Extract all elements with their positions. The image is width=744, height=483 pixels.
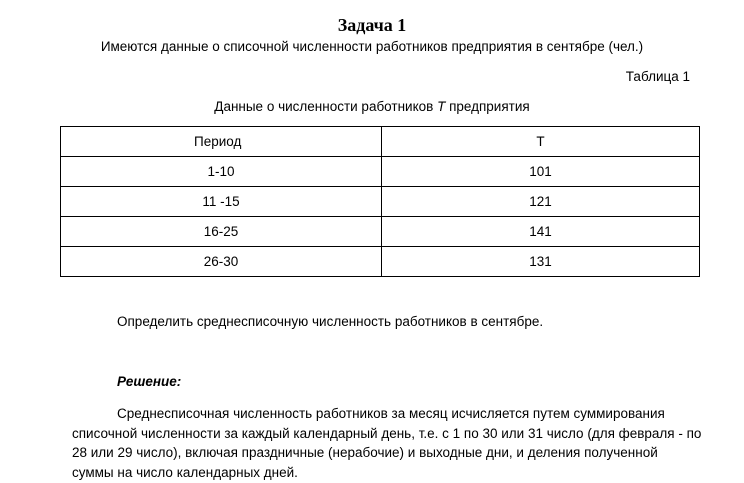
cell-value: 131 bbox=[382, 247, 700, 277]
workers-table bbox=[60, 126, 700, 277]
table-row bbox=[61, 217, 700, 247]
table-caption-variable: T bbox=[437, 99, 446, 114]
table-row bbox=[61, 247, 700, 277]
cell-value: 101 bbox=[382, 157, 700, 187]
header-t: T bbox=[382, 127, 700, 157]
cell-period: 1-10 bbox=[61, 157, 382, 187]
cell-value: 121 bbox=[382, 187, 700, 217]
table-row bbox=[61, 187, 700, 217]
cell-period: 26-30 bbox=[61, 247, 382, 277]
task-statement: Определить среднесписочную численность работников в сентябре. bbox=[117, 314, 544, 329]
table-caption-prefix: Данные о численности работников bbox=[214, 99, 438, 114]
cell-period: 16-25 bbox=[61, 217, 382, 247]
intro-text: Имеются данные о списочной численности работников предприятия в сентябре (чел.) bbox=[100, 39, 644, 54]
table-caption bbox=[0, 99, 744, 114]
table-header-row bbox=[61, 127, 700, 157]
cell-period: 11 -15 bbox=[61, 187, 382, 217]
solution-paragraph: Среднесписочная численность работников за месяц исчисляется путем суммирования списочной численности за каждый календарный день, т.е. с 1 по 30 или 31 число (для февраля - по 28 или 29 число), включая праздничные (нерабочие) и выходные дни, и деления полученной суммы на число календарных дней. bbox=[72, 406, 702, 480]
table-row bbox=[61, 157, 700, 187]
table-number: Таблица 1 bbox=[625, 69, 690, 84]
table-caption-suffix: предприятия bbox=[445, 99, 530, 114]
solution-label: Решение: bbox=[117, 374, 182, 389]
header-period: Период bbox=[61, 127, 382, 157]
task-title: Задача 1 bbox=[337, 15, 407, 35]
cell-value: 141 bbox=[382, 217, 700, 247]
